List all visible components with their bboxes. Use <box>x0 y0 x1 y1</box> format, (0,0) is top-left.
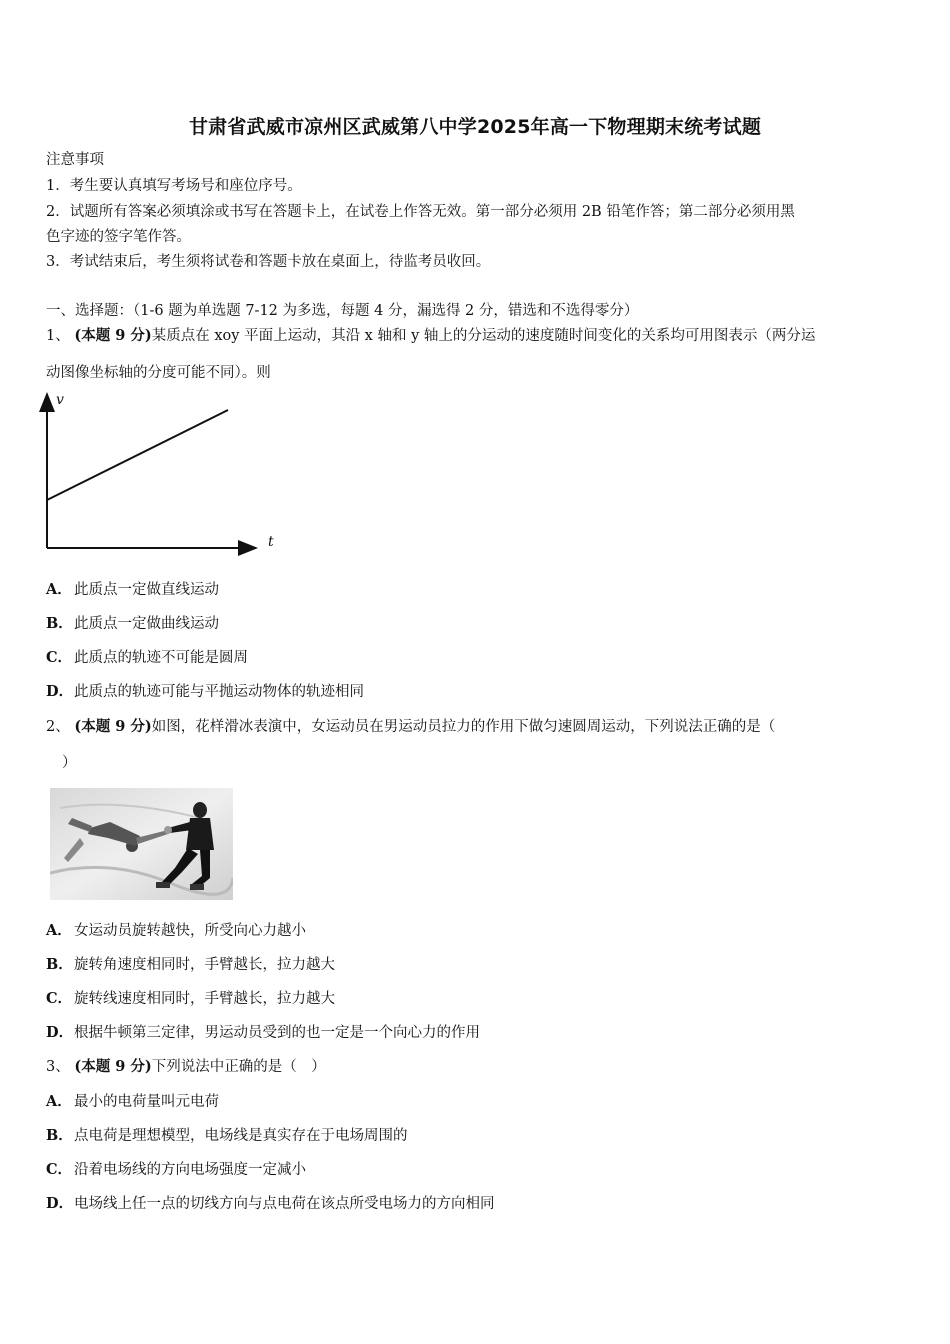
question-2-stem-line1: 如图，花样滑冰表演中，女运动员在男运动员拉力的作用下做匀速圆周运动，下列说法正确的是（ <box>151 719 776 735</box>
notice-heading: 注意事项 <box>46 152 104 168</box>
velocity-line <box>47 410 228 500</box>
question-3-points: (本题 9 分) <box>74 1058 152 1075</box>
x-axis-label: t <box>268 534 274 550</box>
question-2-stem <box>46 717 775 737</box>
question-2-number: 2、 <box>46 719 70 735</box>
section-heading: 一、选择题：（1-6 题为单选题 7-12 为多选，每题 4 分，漏选得 2 分，错选和不选得零分） <box>46 303 639 319</box>
page-title: 甘肃省武威市凉州区武威第八中学2025年高一下物理期末统考试题 <box>188 116 762 138</box>
notice-item-2: 2．试题所有答案必须填涂或书写在答题卡上，在试卷上作答无效。第一部分必须用 2B 铅笔作答；第二部分必须用黑 <box>46 204 795 220</box>
question-1-option-a: A． 此质点一定做直线运动 <box>46 581 219 598</box>
question-3-option-a: A． 最小的电荷量叫元电荷 <box>46 1093 219 1110</box>
question-2-option-a: A． 女运动员旋转越快，所受向心力越小 <box>46 922 306 939</box>
question-1-option-c: C． 此质点的轨迹不可能是圆周 <box>46 649 248 666</box>
notice-item-1: 1．考生要认真填写考场号和座位序号。 <box>46 178 302 194</box>
question-2-stem-line2: ） <box>62 755 77 771</box>
question-1-stem-line1: 某质点在 xoy 平面上运动，其沿 x 轴和 y 轴上的分运动的速度随时间变化的关系均可用图表示（两分运 <box>151 328 816 344</box>
question-1-stem <box>46 326 815 346</box>
question-3-option-d: D．电场线上任一点的切线方向与点电荷在该点所受电场力的方向相同 <box>46 1195 495 1212</box>
question-3-stem <box>46 1057 326 1077</box>
question-3-stem-line1: 下列说法中正确的是（ ） <box>151 1059 326 1075</box>
question-2-option-b: B．旋转角速度相同时，手臂越长，拉力越大 <box>46 956 335 973</box>
question-2-option-d: D．根据牛顿第三定律，男运动员受到的也一定是一个向心力的作用 <box>46 1024 480 1041</box>
velocity-time-graph <box>36 388 286 560</box>
question-1-option-d: D．此质点的轨迹可能与平抛运动物体的轨迹相同 <box>46 683 364 700</box>
question-1-option-b: B．此质点一定做曲线运动 <box>46 615 219 632</box>
question-2-option-c: C． 旋转线速度相同时，手臂越长，拉力越大 <box>46 990 335 1007</box>
question-1-stem-line2: 动图像坐标轴的分度可能不同）。则 <box>46 365 271 381</box>
question-2-points: (本题 9 分) <box>74 718 152 735</box>
figure-skating-photo <box>50 788 233 900</box>
y-axis-label: v <box>56 392 64 408</box>
question-1-number: 1、 <box>46 328 70 344</box>
question-3-number: 3、 <box>46 1059 70 1075</box>
notice-item-3: 3．考试结束后，考生须将试卷和答题卡放在桌面上，待监考员收回。 <box>46 254 491 270</box>
question-3-option-c: C． 沿着电场线的方向电场强度一定减小 <box>46 1161 306 1178</box>
notice-item-2-cont: 色字迹的签字笔作答。 <box>46 229 191 245</box>
question-1-points: (本题 9 分) <box>74 327 152 344</box>
question-3-option-b: B．点电荷是理想模型，电场线是真实存在于电场周围的 <box>46 1127 408 1144</box>
